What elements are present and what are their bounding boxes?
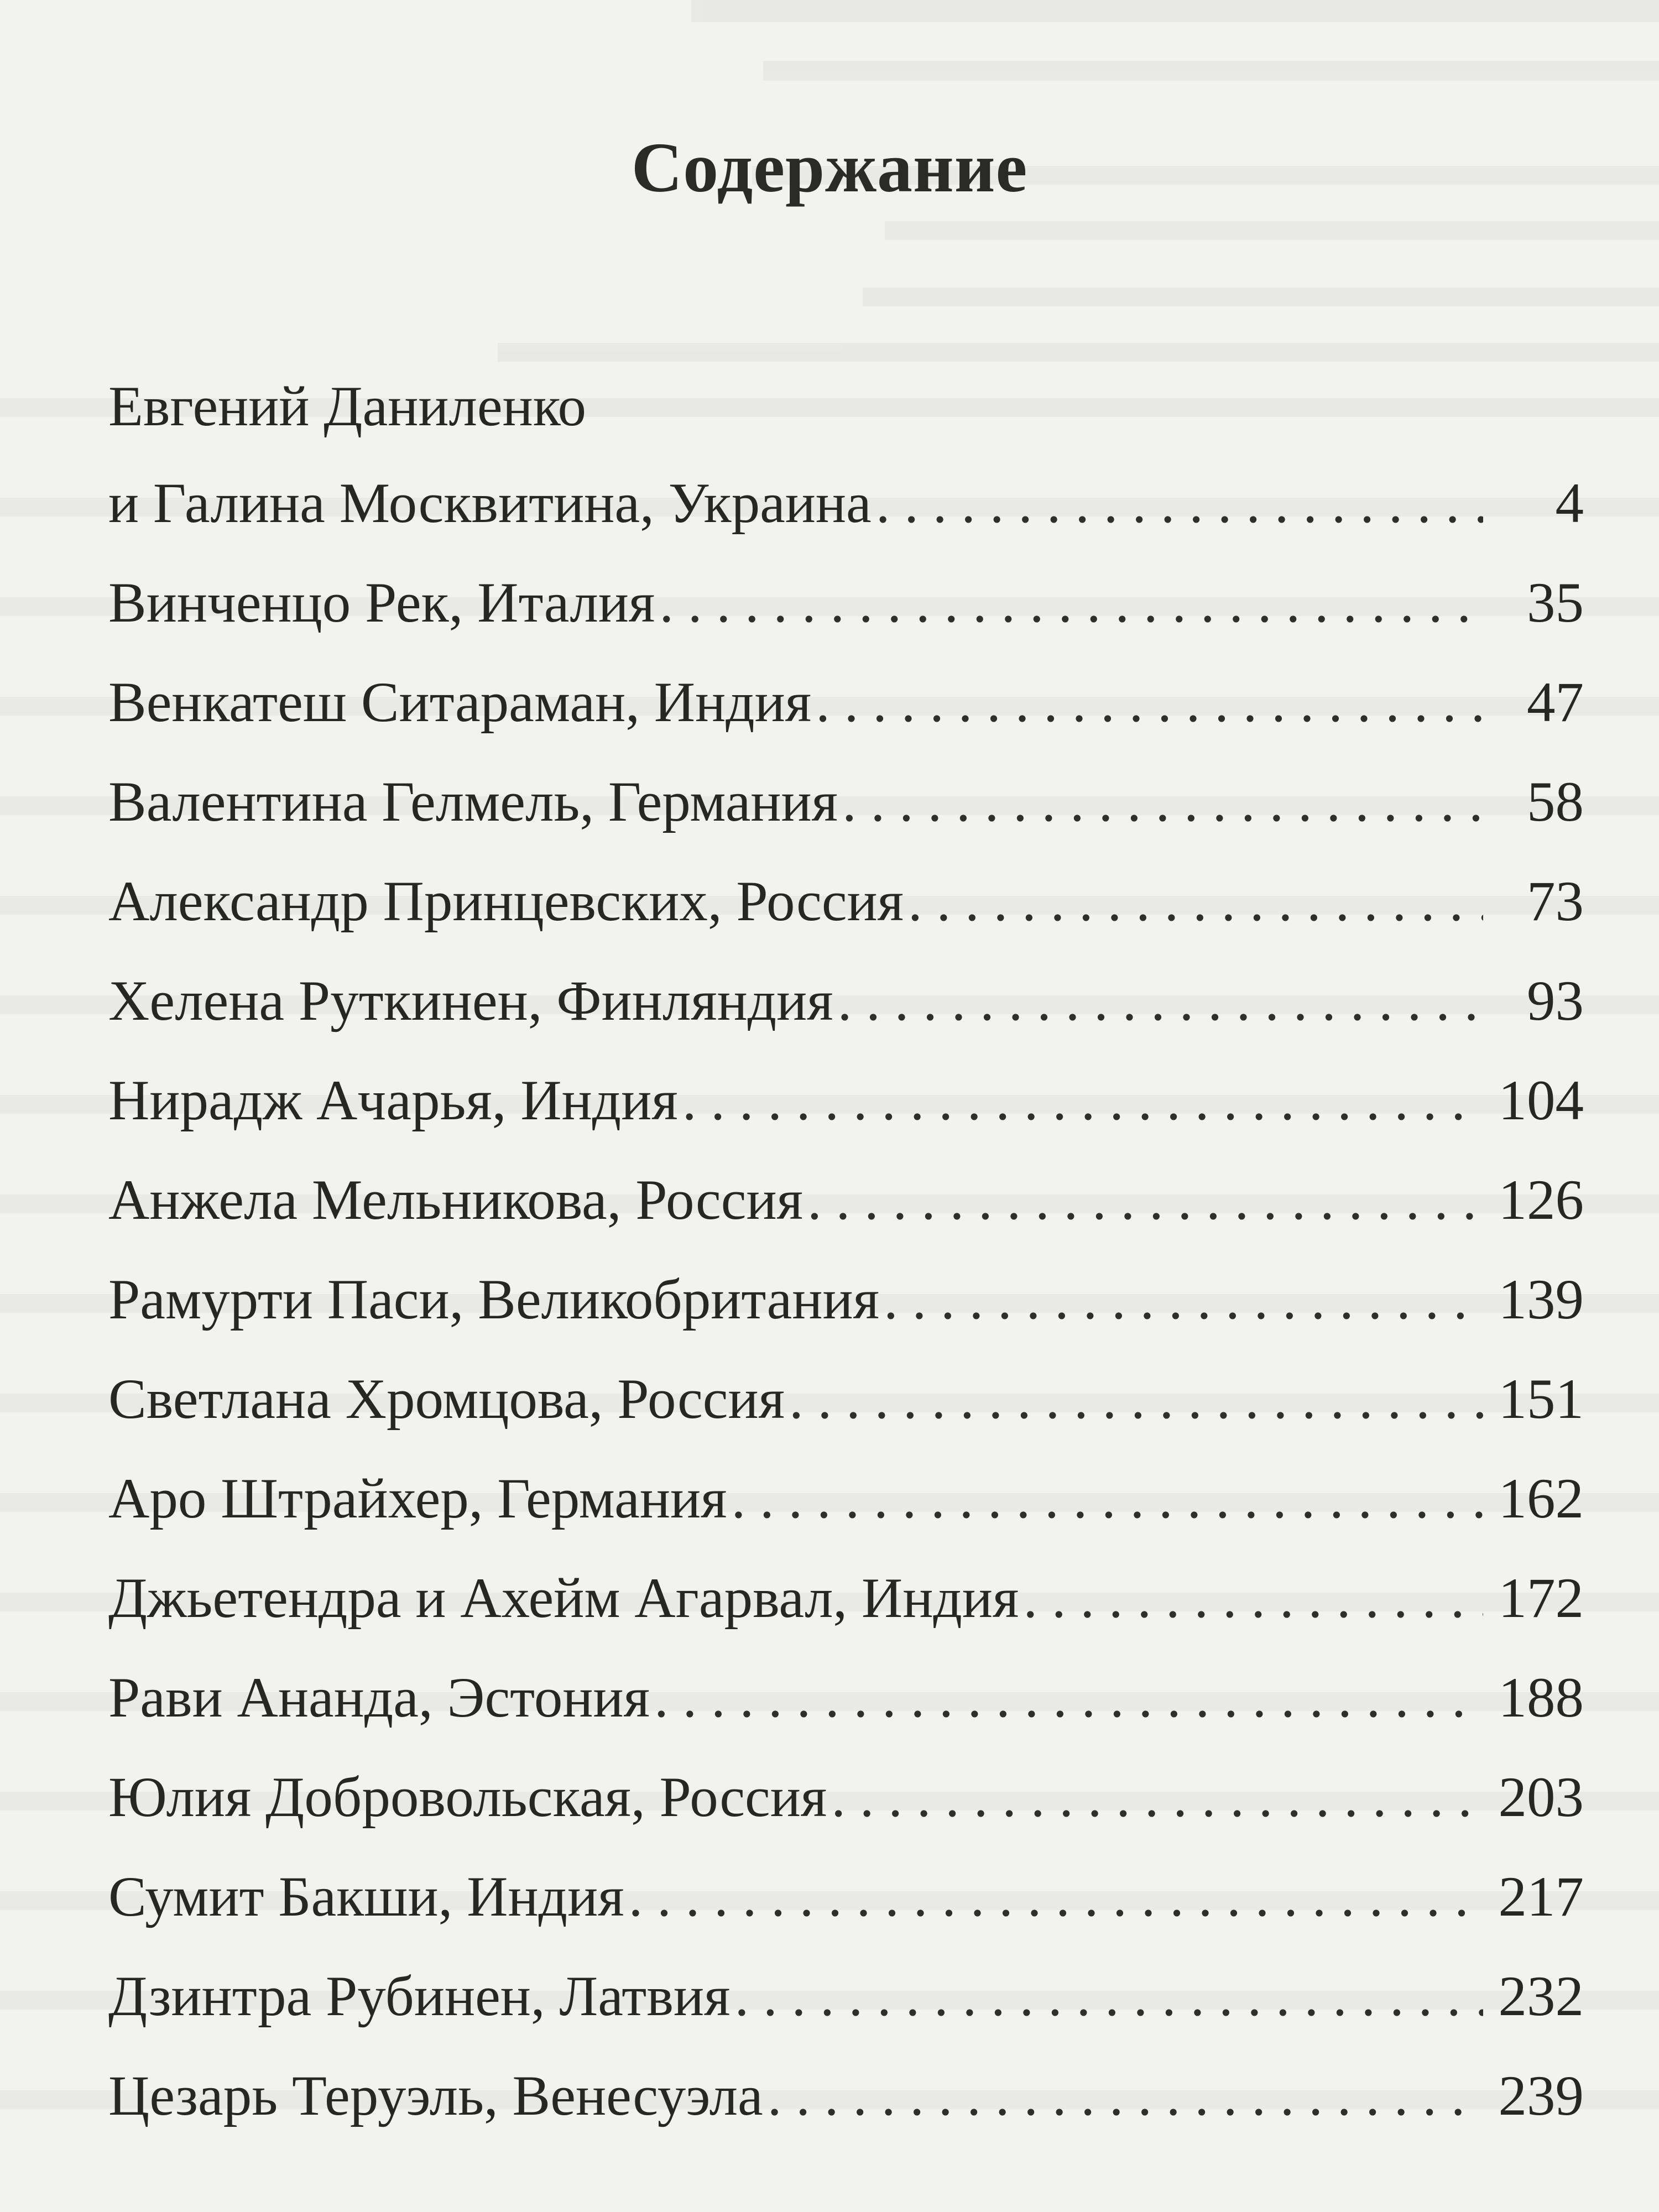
toc-page-number: 232	[1498, 1965, 1584, 2028]
page-title: Содержание	[631, 128, 1028, 207]
toc-entry-title: Нирадж Ачарья, Индия	[108, 1069, 678, 1132]
toc-page-number: 217	[1498, 1865, 1584, 1928]
toc-entry[interactable]	[108, 852, 1584, 951]
toc-entry[interactable]	[108, 1648, 1584, 1747]
toc-page-number: 73	[1527, 870, 1584, 933]
toc-page-number: 58	[1527, 770, 1584, 833]
toc-entry-title: Дзинтра Рубинен, Латвия	[108, 1965, 731, 2028]
dot-leader	[807, 1150, 1483, 1250]
toc-entry-title: Винченцо Рек, Италия	[108, 571, 655, 634]
toc-entry-title: и Галина Москвитина, Украина	[108, 472, 872, 535]
toc-entry-title: Юлия Добровольская, Россия	[108, 1766, 827, 1829]
toc-page-number: 4	[1555, 472, 1584, 535]
toc-entry[interactable]	[108, 553, 1584, 653]
toc-entry[interactable]	[108, 453, 1584, 553]
dot-leader	[1023, 1548, 1483, 1648]
toc-page-number: 151	[1498, 1368, 1584, 1431]
toc-entry[interactable]	[108, 1747, 1584, 1847]
dot-leader	[734, 1947, 1483, 2046]
toc-entry-title: Анжела Мельникова, Россия	[108, 1168, 803, 1232]
toc-page-number: 47	[1527, 671, 1584, 734]
toc-entry[interactable]	[108, 1349, 1584, 1449]
toc-entry-title: Джьетендра и Ахейм Агарвал, Индия	[108, 1567, 1019, 1630]
toc-page-number: 188	[1498, 1666, 1584, 1729]
toc-page-number: 162	[1498, 1467, 1584, 1530]
toc-page-number: 93	[1527, 969, 1584, 1032]
toc-entry-title: Цезарь Теруэль, Венесуэла	[108, 2064, 763, 2127]
toc-entry[interactable]	[108, 1150, 1584, 1250]
dot-leader	[908, 852, 1483, 951]
toc-entry-title: Рамурти Паси, Великобритания	[108, 1268, 880, 1331]
dot-leader	[838, 951, 1483, 1051]
dot-leader	[768, 2046, 1483, 2146]
dot-leader	[789, 1349, 1483, 1449]
toc-entry-title: Венкатеш Ситараман, Индия	[108, 671, 812, 734]
dot-leader	[842, 752, 1483, 852]
toc-page-number: 239	[1498, 2064, 1584, 2127]
dot-leader	[731, 1449, 1483, 1548]
toc-entry[interactable]	[108, 2046, 1584, 2146]
toc-entry[interactable]	[108, 752, 1584, 852]
toc-entry-title-line	[108, 359, 1584, 453]
toc-page-number: 35	[1527, 571, 1584, 634]
table-of-contents	[108, 359, 1584, 2146]
dot-leader	[654, 1648, 1483, 1747]
toc-entry[interactable]	[108, 1947, 1584, 2046]
toc-page-number: 126	[1498, 1168, 1584, 1232]
toc-entry-title: Светлана Хромцова, Россия	[108, 1368, 785, 1431]
toc-entry-title: Рави Ананда, Эстония	[108, 1666, 650, 1729]
dot-leader	[876, 453, 1483, 553]
toc-entry-title: Хелена Руткинен, Финляндия	[108, 969, 833, 1032]
dot-leader	[816, 653, 1483, 752]
toc-entry-title: Аро Штрайхер, Германия	[108, 1467, 727, 1530]
toc-entry-title: Александр Принцевских, Россия	[108, 870, 904, 933]
toc-entry-title: Евгений Даниленко	[108, 375, 587, 438]
dot-leader	[831, 1747, 1483, 1847]
toc-entry[interactable]	[108, 1548, 1584, 1648]
dot-leader	[884, 1250, 1483, 1349]
toc-entry[interactable]	[108, 653, 1584, 752]
toc-entry-title: Валентина Гелмель, Германия	[108, 770, 838, 833]
dot-leader	[682, 1051, 1483, 1150]
dot-leader	[659, 553, 1483, 653]
toc-entry-title: Сумит Бакши, Индия	[108, 1865, 624, 1928]
toc-page-number: 172	[1498, 1567, 1584, 1630]
toc-page-number: 139	[1498, 1268, 1584, 1331]
toc-entry[interactable]	[108, 951, 1584, 1051]
dot-leader	[629, 1847, 1483, 1947]
toc-entry[interactable]	[108, 1449, 1584, 1548]
toc-page-number: 104	[1498, 1069, 1584, 1132]
toc-entry[interactable]	[108, 1847, 1584, 1947]
toc-page-number: 203	[1498, 1766, 1584, 1829]
toc-entry[interactable]	[108, 1250, 1584, 1349]
toc-entry[interactable]	[108, 1051, 1584, 1150]
